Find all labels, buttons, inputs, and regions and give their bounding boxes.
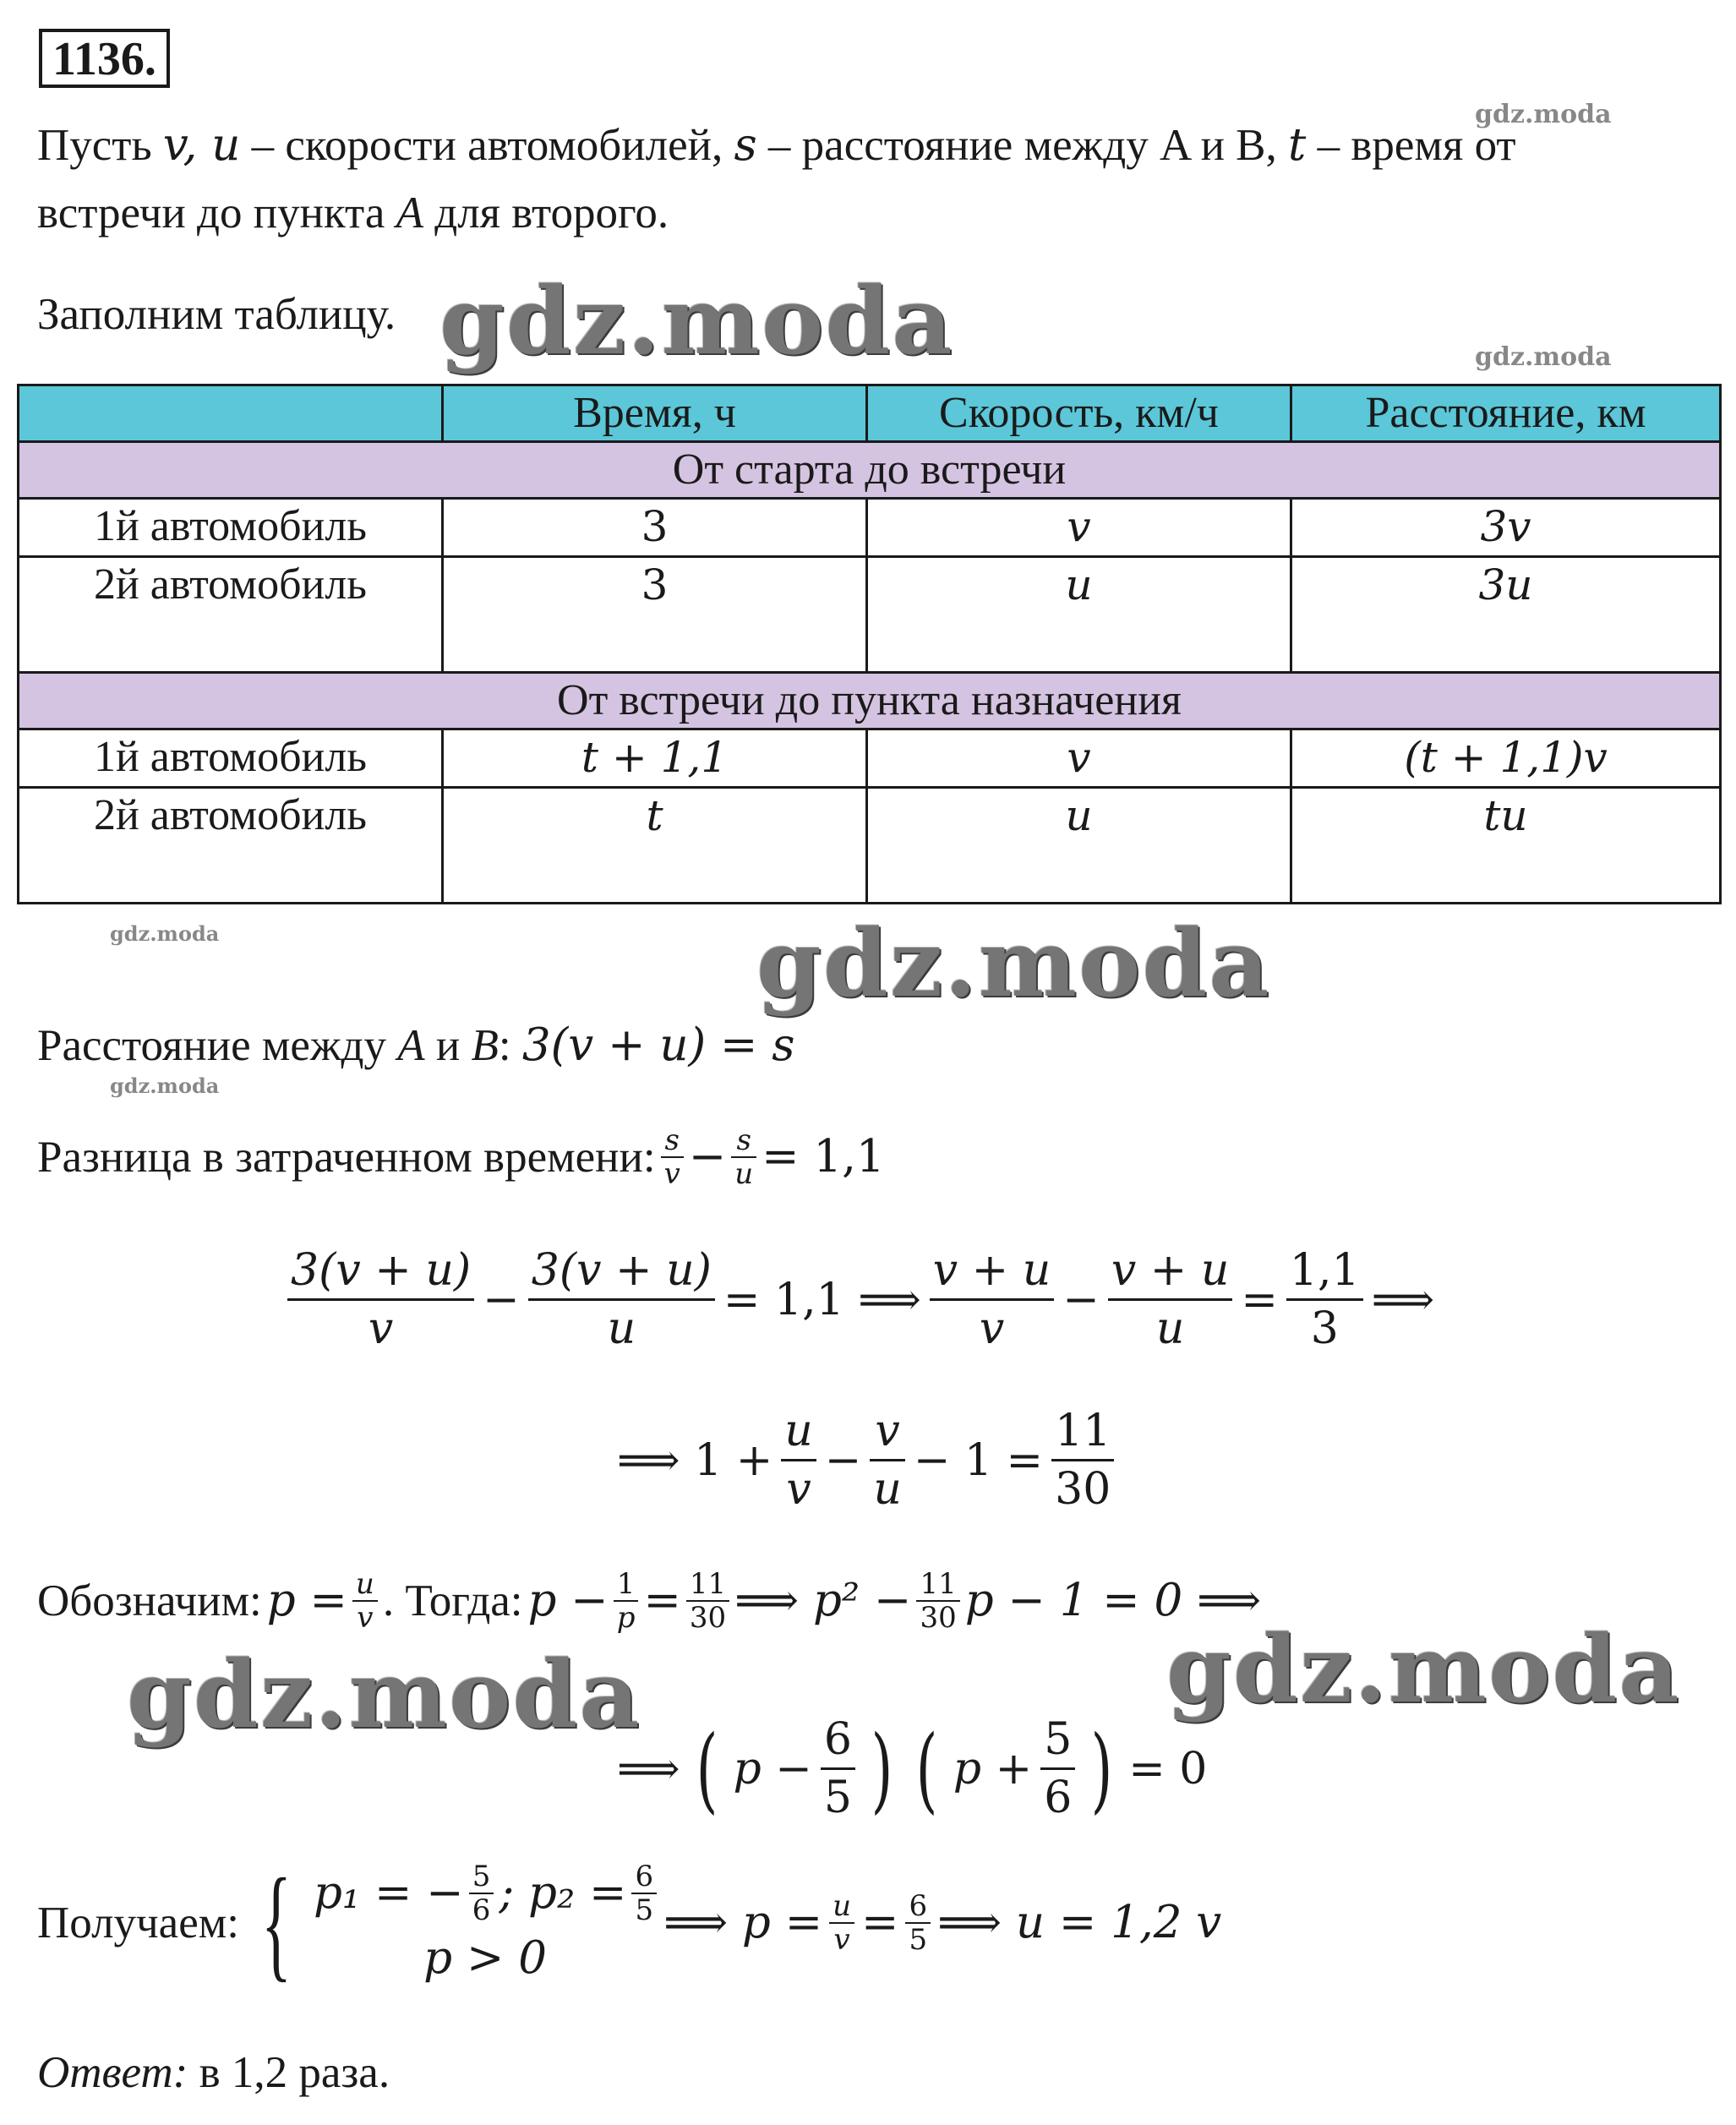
intro-line-2: встречи до пункта A для второго.: [37, 188, 669, 238]
distance-cell: 3v: [1291, 499, 1721, 557]
system: p₁ = − $\frac{5}{6}$ ; p₂ = $\frac{6}{5}$ p > 0: [314, 1860, 657, 1986]
fraction: $\frac{u}{v}$: [781, 1403, 816, 1517]
section-title: От встречи до пункта назначения: [19, 673, 1721, 729]
watermark-large: gdz.moda: [439, 266, 954, 375]
denote-line: Обозначим: p = $\frac{u}{v}$ . Тогда: p − $\frac{1}{p}$ = $\frac{11}{30}$ ⟹ p² − $\frac{11}{30}$ p − 1 = 0 ⟹: [37, 1567, 1262, 1635]
fraction: $\frac{s}{v}$: [661, 1124, 684, 1190]
paren: (: [915, 1714, 938, 1823]
time-cell: 3: [443, 557, 867, 673]
equation-2: ⟹ 1 + $\frac{u}{v}$ − $\frac{v}{u}$ − 1 = $\frac{11}{30}$: [617, 1403, 1114, 1517]
section-row: [19, 442, 1721, 499]
watermark-small: gdz.moda: [1475, 342, 1612, 372]
paren: (: [696, 1714, 718, 1823]
fraction: $\frac{v}{u}$: [870, 1403, 905, 1517]
header-cell: Скорость, км/ч: [867, 385, 1291, 442]
equation-factored: ⟹ ( p − $\frac{6}{5}$ ) ( p + $\frac{5}{6}$ ) = 0: [617, 1712, 1207, 1826]
fraction: $\frac{v + u}{v}$: [930, 1243, 1055, 1357]
fraction: $\frac{5}{6}$: [1040, 1712, 1075, 1826]
header-cell: Время, ч: [443, 385, 867, 442]
data-table: [17, 384, 1722, 904]
problem-number: 1136.: [39, 29, 170, 88]
watermark-large: gdz.moda: [127, 1640, 641, 1749]
speed-cell: v: [867, 499, 1291, 557]
time-cell: 3: [443, 499, 867, 557]
header-cell: [19, 385, 443, 442]
fraction: $\frac{6}{5}$: [821, 1712, 855, 1826]
watermark-small: gdz.moda: [1475, 100, 1612, 129]
table-row: [19, 788, 1721, 904]
row-label: 2й автомобиль: [19, 788, 443, 904]
fraction: $\frac{v + u}{u}$: [1108, 1243, 1233, 1357]
fraction: $\frac{1,1}{3}$: [1286, 1243, 1363, 1357]
speed-cell: u: [867, 788, 1291, 904]
result-line: Получаем: { p₁ = − $\frac{5}{6}$ ; p₂ = $\frac{6}{5}$ p > 0 ⟹ p = $\frac{u}{v}$ = $\frac{6}{5}$ ⟹ u = 1,2 v: [37, 1853, 1222, 1993]
section-title: От старта до встречи: [19, 442, 1721, 499]
fraction: $\frac{1}{p}$: [614, 1568, 639, 1634]
table-row: [19, 729, 1721, 788]
fraction: $\frac{u}{v}$: [829, 1890, 854, 1956]
watermark-small: gdz.moda: [110, 921, 220, 946]
fraction: $\frac{3(v + u)}{u}$: [528, 1243, 715, 1357]
fraction: $\frac{11}{30}$: [916, 1568, 959, 1634]
time-cell: t: [443, 788, 867, 904]
fraction: $\frac{6}{5}$: [631, 1860, 657, 1926]
paren: ): [871, 1714, 893, 1823]
table-row: [19, 499, 1721, 557]
watermark-large: gdz.moda: [756, 909, 1271, 1018]
section-row: [19, 673, 1721, 729]
speed-cell: v: [867, 729, 1291, 788]
distance-line: Расстояние между A и B: 3(v + u) = s: [37, 1019, 795, 1071]
distance-cell: 3u: [1291, 557, 1721, 673]
table-row: [19, 557, 1721, 673]
distance-cell: tu: [1291, 788, 1721, 904]
table-header-row: [19, 385, 1721, 442]
fraction: $\frac{6}{5}$: [905, 1890, 931, 1956]
fraction: $\frac{11}{30}$: [686, 1568, 729, 1634]
header-cell: Расстояние, км: [1291, 385, 1721, 442]
fraction: $\frac{3(v + u)}{v}$: [287, 1243, 474, 1357]
intro-line-1: Пусть v, u – скорости автомобилей, s – расстояние между A и B, t – время от: [37, 119, 1516, 171]
row-label: 2й автомобиль: [19, 557, 443, 673]
watermark-large: gdz.moda: [1166, 1614, 1681, 1723]
time-diff-line: Разница в затраченном времени: $\frac{s}{v}$ − $\frac{s}{u}$ = 1,1: [37, 1123, 885, 1191]
distance-cell: (t + 1,1)v: [1291, 729, 1721, 788]
equation-1: $\frac{3(v + u)}{v}$ − $\frac{3(v + u)}{u}$ = 1,1 ⟹ $\frac{v + u}{v}$ − $\frac{v + u}{u}$ = $\frac{1,1}{3}$ ⟹: [287, 1243, 1434, 1357]
row-label: 1й автомобиль: [19, 499, 443, 557]
fraction: $\frac{11}{30}$: [1051, 1403, 1114, 1517]
table-intro: Заполним таблицу.: [37, 290, 396, 339]
watermark-small: gdz.moda: [110, 1073, 220, 1098]
brace: {: [261, 1853, 292, 1993]
fraction: $\frac{u}{v}$: [352, 1568, 378, 1634]
time-cell: t + 1,1: [443, 729, 867, 788]
answer-line: Ответ: в 1,2 раза.: [37, 2048, 390, 2097]
fraction: $\frac{5}{6}$: [469, 1860, 494, 1926]
row-label: 1й автомобиль: [19, 729, 443, 788]
fraction: $\frac{s}{u}$: [731, 1124, 756, 1190]
speed-cell: u: [867, 557, 1291, 673]
paren: ): [1090, 1714, 1113, 1823]
